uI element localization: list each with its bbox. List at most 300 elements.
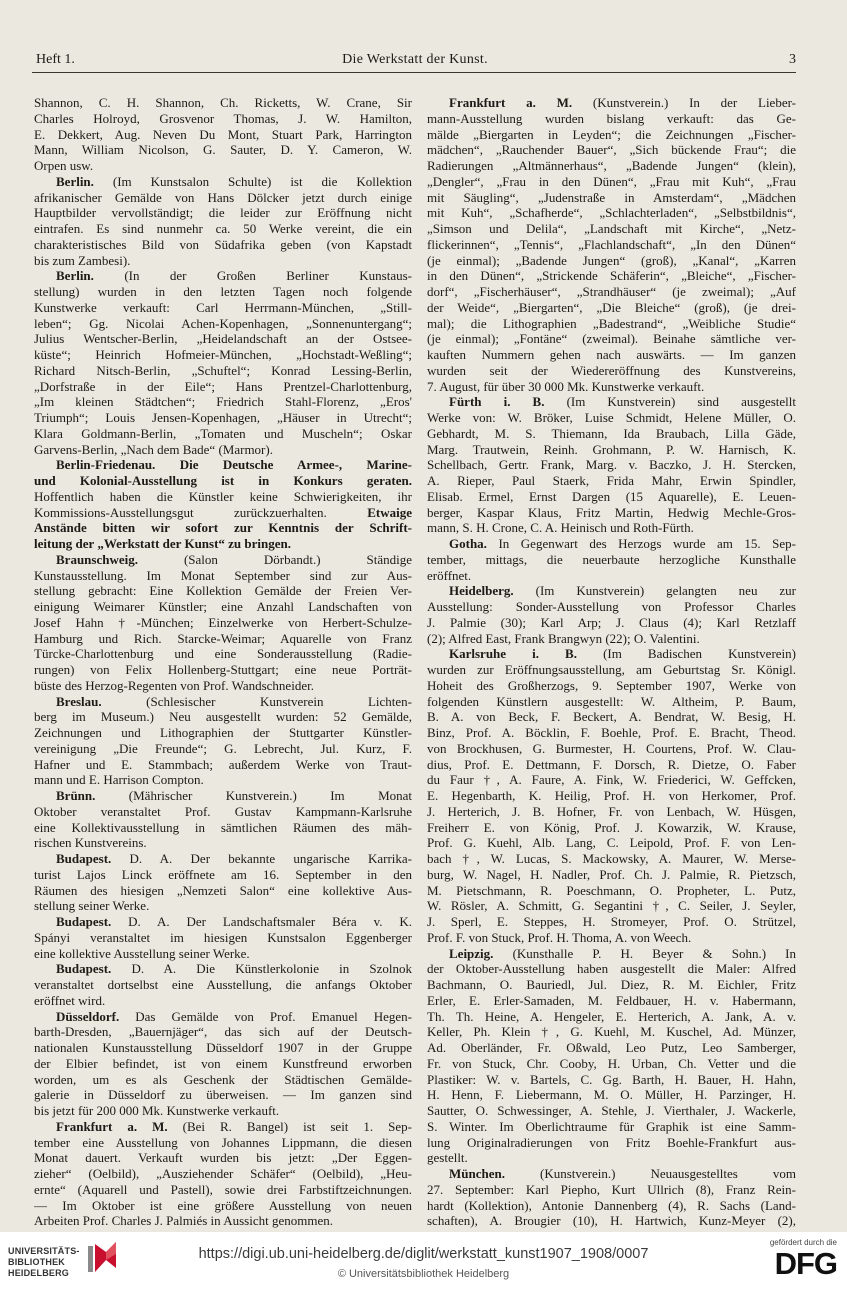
text-run: veranstaltet dortselbst eine Ausstellung, die anfangs Oktober <box>34 977 412 992</box>
text-run: hardt (Kollektion), Antonie Dannenberg (4), R. Sachs (Land- <box>427 1197 796 1213</box>
dfg-wordmark: DFG <box>774 1246 837 1281</box>
text-line <box>34 1024 412 1040</box>
text-line <box>427 694 796 710</box>
text-line <box>427 835 796 851</box>
text-run: Shannon, C. H. Shannon, Ch. Ricketts, W. Crane, Sir <box>34 95 412 110</box>
text-run: mälde „Biergarten in Leyden“; die Zeichnungen „Fischer- <box>427 126 796 142</box>
bold-text-run: Die Deutsche Armee-, Marine- <box>179 457 412 473</box>
permalink-url[interactable]: https://digi.ub.uni-heidelberg.de/diglit/werkstatt_kunst1907_1908/0007 <box>198 1246 649 1262</box>
text-line <box>427 804 796 820</box>
text-run: B. A. von Beck, F. Beckert, A. Bendrat, W. Besig, H. <box>427 709 796 725</box>
text-run: ernte“ (Aquarell und Pastell), sowie drei Farbstiftzeichnungen. <box>34 1181 412 1197</box>
text-line <box>34 284 412 300</box>
text-line <box>427 757 796 773</box>
text-run: (Kunstverein.) In der Lieber- <box>592 95 796 110</box>
text-run: J. Herterich, J. B. Hofner, Fr. von Lenbach, W. Hüsgen, <box>427 803 796 819</box>
text-line <box>34 867 412 883</box>
running-head <box>34 51 796 69</box>
text-run: Th. Th. Heine, A. Hengeler, E. Herterich, A. Jank, A. v. <box>427 1008 796 1024</box>
text-line <box>427 615 796 631</box>
text-run: wurden seit der Wiedereröffnung des Kunstvereins, <box>427 362 796 378</box>
text-run: bis jetzt für 200 000 Mk. Kunstwerke verkauft. <box>34 1103 280 1118</box>
text-line <box>34 820 412 836</box>
text-run: (Mährischer Kunstverein.) Im Monat <box>128 788 412 803</box>
text-run: Erler, E. Erler-Samaden, M. Feldbauer, H. v. Habermann, <box>427 992 796 1008</box>
text-line <box>34 1182 412 1198</box>
text-line <box>427 379 796 395</box>
text-line <box>34 190 412 206</box>
text-run: eröffnet. <box>427 567 472 583</box>
text-line <box>34 127 412 143</box>
text-line <box>34 1103 412 1119</box>
text-run: stellung) wurden in den letzten Tagen noch folgende <box>34 284 412 299</box>
text-run: charakteristisches Bild von Südafrika geben (von Kapstadt <box>34 236 412 252</box>
text-line <box>34 631 412 647</box>
news-item <box>34 457 412 552</box>
text-run: (Bei R. Bangel) ist seit 1. Sep- <box>182 1118 412 1134</box>
text-run: wurden zur Eröffnungsausstellung, am Geburtstag Sr. Königl. <box>427 662 796 677</box>
text-run: Kunstausstellung. Im Monat September sind zur Aus- <box>34 567 412 583</box>
text-line <box>427 1024 796 1040</box>
text-line <box>427 583 796 599</box>
dfg-logo[interactable] <box>747 1238 837 1286</box>
text-line <box>34 379 412 395</box>
text-line <box>427 741 796 757</box>
text-run: Türcke-Charlottenburg und eine Sonderausstellung (Radie- <box>34 646 412 662</box>
text-run: du Faur †, A. Faure, A. Fink, W. Friederici, W. Geffcken, <box>427 772 796 788</box>
text-line <box>427 457 796 473</box>
news-item-place-heading: Heidelberg. <box>449 583 514 599</box>
news-item-place-heading: Breslau. <box>56 693 102 709</box>
right-column <box>427 95 796 1229</box>
text-line <box>34 1040 412 1056</box>
news-item-place-heading: Leipzig. <box>449 945 494 961</box>
text-line <box>34 489 412 505</box>
news-item <box>427 646 796 945</box>
text-line <box>34 158 412 174</box>
text-line <box>427 489 796 505</box>
text-run: Charles Holroyd, Grosvenor Thomas, J. W. Hamilton, <box>34 110 412 126</box>
text-run: Richard Nitsch-Berlin, „Schuftel“; Konrad Lessing-Berlin, <box>34 362 412 378</box>
text-line <box>34 363 412 379</box>
text-line <box>427 158 796 174</box>
news-item-continuation <box>34 95 412 174</box>
text-run: Orpen usw. <box>34 158 94 173</box>
text-run: 27. September: Karl Piepho, Kurt Ullrich (8), Franz Rein- <box>427 1181 796 1197</box>
text-line <box>427 520 796 536</box>
text-line <box>34 457 412 473</box>
news-item <box>34 552 412 694</box>
text-run: vereinigung „Die Freunde“; G. Lebrecht, Jul. Kurz, F. <box>34 740 412 756</box>
text-line <box>34 520 412 536</box>
text-line <box>427 268 796 284</box>
text-line <box>34 993 412 1009</box>
text-run: büste des Herzog-Regenten von Prof. Wandschneider. <box>34 677 314 693</box>
text-run: D. A. Der bekannte ungarische Karrika- <box>129 851 412 866</box>
text-run: lung Originalradierungen von Fritz Boehle-Frankfurt aus- <box>427 1134 796 1150</box>
text-line <box>34 426 412 442</box>
text-line <box>427 788 796 804</box>
text-line <box>34 111 412 127</box>
text-run: mal); die Lithographien „Badestrand“, „Weibliche Studie“ <box>427 315 796 331</box>
text-run: „Im kleinen Städtchen“; Friedrich Stahl-Florenz, „Eros' <box>34 394 412 410</box>
text-run: Das Gemälde von Prof. Emanuel Hegen- <box>135 1008 412 1024</box>
text-line <box>427 95 796 111</box>
text-run: A. Rieper, Paul Staerk, Frida Mahr, Erwin Spindler, <box>427 473 796 488</box>
news-item <box>34 788 412 851</box>
text-run: stellung seiner Werke. <box>34 898 150 914</box>
text-line <box>34 725 412 741</box>
text-line <box>34 253 412 269</box>
text-line <box>427 946 796 962</box>
news-item-place-heading: Gotha. <box>449 536 487 551</box>
text-run: Oktober veranstaltet Prof. Gustav Kampmann-Karlsruhe <box>34 803 412 819</box>
text-line <box>427 914 796 930</box>
text-line <box>34 552 412 568</box>
bold-text-run: Etwaige <box>367 504 412 520</box>
text-line <box>427 709 796 725</box>
text-line <box>427 1135 796 1151</box>
news-item <box>34 851 412 914</box>
news-item <box>427 1166 796 1229</box>
text-line <box>427 473 796 489</box>
text-line <box>34 347 412 363</box>
text-run: afrikanischer Gemälde von Hans Dölcker jetzt durch einige <box>34 189 412 205</box>
news-item <box>34 914 412 961</box>
text-run: Arbeiten Prof. Charles J. Palmiés in Aussicht genommen. <box>34 1213 333 1229</box>
text-line <box>427 363 796 379</box>
text-run: 7. August, für über 30 000 Mk. Kunstwerke verkauft. <box>427 378 705 394</box>
journal-title: Die Werkstatt der Kunst. <box>342 52 488 67</box>
text-line <box>427 394 796 410</box>
text-line <box>34 599 412 615</box>
text-run: dorf“, „Fischerhäuser“, „Strandhäuser“ (je zweimal); „Auf <box>427 284 796 299</box>
text-line <box>34 268 412 284</box>
news-item-place-heading: Frankfurt a. M. <box>56 1118 168 1134</box>
news-item-place-heading: Fürth i. B. <box>449 394 545 410</box>
text-run: Keller, Ph. Klein †, G. Kuehl, M. Kuschel, Ad. Münzer, <box>427 1024 796 1040</box>
text-run: Freiherr E. von König, Prof. J. Kowarzik, W. Krause, <box>427 819 796 835</box>
text-run: Julius Wentscher-Berlin, „Heidelandschaft an der Ostsee- <box>34 331 412 347</box>
text-run: Räumen des hiesigen „Nemzeti Salon“ eine kollektive Aus- <box>34 882 412 898</box>
text-run: Hafner und E. Stammbach; außerdem Werke von Traut- <box>34 756 412 772</box>
text-line <box>427 190 796 206</box>
bold-text-run: Anstände bitten wir sofort zur Kenntnis der Schrift- <box>34 520 412 536</box>
text-run: galerie in Düsseldorf zu überweisen. — Im ganzen sind <box>34 1087 412 1103</box>
text-run: flickerinnen“, „Tennis“, „Flachlandschaft“, „In den Dünen“ <box>427 236 796 252</box>
text-line <box>34 694 412 710</box>
text-run: (2); Alfred East, Frank Brangwyn (22); O. Valentini. <box>427 630 700 646</box>
text-run: E. Dekkert, Aug. Neven Du Mont, Stuart Park, Harrington <box>34 126 412 142</box>
text-line <box>34 1213 412 1229</box>
news-item-place-heading: Berlin-Friedenau. <box>56 457 156 473</box>
text-run: Plastiker: W. v. Bartels, C. Gg. Barth, H. Bauer, H. Hahn, <box>427 1071 796 1087</box>
text-run: S. Winter. Im Oberlichtraume für Graphik ist eine Samm- <box>427 1118 796 1134</box>
text-run: dius, Prof. E. Dettmann, F. Dorsch, R. Dietze, O. Faber <box>427 756 796 772</box>
news-item-place-heading: Budapest. <box>56 914 112 929</box>
text-line <box>34 1166 412 1182</box>
ub-logo-text-line: UNIVERSITÄTS- <box>8 1246 80 1256</box>
text-line <box>427 1213 796 1229</box>
text-run: „Dorfstraße in der Eile“; Hans Prentzel-Charlottenburg, <box>34 378 412 394</box>
text-line <box>34 221 412 237</box>
page-number: 3 <box>789 52 796 67</box>
text-run: nationalen Kunstausstellung Düsseldorf 1907 in der Gruppe <box>34 1040 412 1055</box>
text-line <box>427 331 796 347</box>
text-run: mädchen“, „Rauchender Bauer“, „Sich bückende Frau“; die <box>427 142 796 158</box>
text-line <box>427 174 796 190</box>
text-run: barth-Dresden, „Bauernjäger“, das sich auf der Deutsch- <box>34 1024 412 1040</box>
text-run: Hoheit des Großherzogs, 9. September 1907, Werke von <box>427 677 796 693</box>
text-run: (Kunsthalle P. H. Beyer & Sohn.) In <box>512 945 796 961</box>
text-run: Prof. F. von Stuck, Prof. H. Thoma, A. von Weech. <box>427 929 692 945</box>
text-line <box>427 536 796 552</box>
text-run: W. Rösler, A. Schmitt, G. Segantini †, C. Seiler, J. Seyler, <box>427 898 796 914</box>
text-run: (je einmal); „Fontäne“ (zweimal). Beinahe sämtliche ver- <box>427 331 796 347</box>
text-run: Kommissions-Ausstellungsgut zurückzuerhalten. <box>34 504 368 520</box>
text-line <box>34 536 412 552</box>
text-line <box>34 741 412 757</box>
text-run: mann und E. Harrison Compton. <box>34 772 204 788</box>
viewer-footer <box>0 1232 847 1292</box>
text-line <box>34 205 412 221</box>
text-run: der Oktober-Ausstellung haben ausgestellt die Maler: Alfred <box>427 961 796 977</box>
text-run: Zeichnungen und Lithographien der Stuttgarter Künstler- <box>34 725 412 740</box>
text-line <box>34 442 412 458</box>
text-line <box>427 1103 796 1119</box>
news-item-place-heading: Braunschweig. <box>56 551 138 567</box>
text-run: Josef Hahn †-München; Einzelwerke von Herbert-Schulze- <box>34 614 412 630</box>
ub-logo-text-line: BIBLIOTHEK <box>8 1257 65 1267</box>
text-line <box>427 993 796 1009</box>
text-line <box>34 804 412 820</box>
text-run: eröffnet wird. <box>34 992 106 1008</box>
text-line <box>34 662 412 678</box>
text-run: rungen) von Felix Hollenberg-Stuttgart; eine neue Porträt- <box>34 662 412 677</box>
text-line <box>34 1135 412 1151</box>
news-item <box>34 1009 412 1119</box>
news-item <box>34 1119 412 1229</box>
text-run: bis zum Zambesi). <box>34 252 131 268</box>
text-run: Fr. von Stuck, Chr. Cooby, H. Urban, Ch. Vetter und die <box>427 1055 796 1071</box>
news-item-place-heading: Budapest. <box>56 851 112 866</box>
text-line <box>34 946 412 962</box>
text-line <box>427 1166 796 1182</box>
news-item <box>34 694 412 789</box>
text-line <box>427 552 796 568</box>
text-line <box>427 111 796 127</box>
ub-logo-text-line: HEIDELBERG <box>8 1268 70 1278</box>
text-line <box>427 1119 796 1135</box>
news-item <box>427 95 796 394</box>
text-line <box>34 142 412 158</box>
text-line <box>427 961 796 977</box>
news-item-place-heading: Frankfurt a. M. <box>449 95 573 110</box>
text-run: schaften), A. Brougier (10), H. Hartwich, Kunz-Meyer (2), <box>427 1213 796 1229</box>
text-line <box>427 898 796 914</box>
bold-text-run: und Kolonial-Ausstellung ist in Konkurs geraten. <box>34 473 412 488</box>
text-run: Elisab. Ermel, Ernst Dargen (15 Aquarelle), E. Leuen- <box>427 488 796 504</box>
text-run: M. Pietschmann, R. Poeschmann, O. Propheter, L. Putz, <box>427 882 796 898</box>
text-run: H. Henn, F. Liebermann, M. O. Müller, H. Parzinger, H. <box>427 1087 796 1103</box>
news-item <box>34 174 412 269</box>
news-item <box>427 946 796 1167</box>
text-line <box>427 505 796 521</box>
text-line <box>427 568 796 584</box>
text-run: mit Kuh“, „Schafherde“, „Schlachterladen“, „Selbstbildnis“, <box>427 205 796 221</box>
text-run: turist Lajos Linck eröffnete am 16. September in den <box>34 866 412 882</box>
text-line <box>427 599 796 615</box>
text-line <box>427 1198 796 1214</box>
text-run: (je einmal); „Badende Jungen“ (groß), „Kanal“, „Karren <box>427 252 796 268</box>
text-run: — Im Oktober ist eine größere Ausstellung von neuen <box>34 1197 412 1213</box>
text-line <box>34 331 412 347</box>
issue-label: Heft 1. <box>36 52 75 67</box>
text-run: Garvens-Berlin, „Nach dem Bade“ (Marmor). <box>34 441 273 457</box>
text-run: Mann, William Nicolson, G. Sauter, D. Y. Cameron, W. <box>34 142 412 158</box>
text-line <box>34 709 412 725</box>
text-line <box>427 142 796 158</box>
text-line <box>34 237 412 253</box>
text-run: Gebhardt, M. S. Thiemann, Ida Braubach, Lilla Gäde, <box>427 425 796 441</box>
news-item-place-heading: München. <box>449 1166 505 1181</box>
text-run: stellung gebracht: Eine Kollektion Gemälde der Freien Ver- <box>34 583 412 599</box>
text-run: Ad. Oberländer, Fr. Oßwald, Leo Putz, Leo Samberger, <box>427 1040 796 1055</box>
text-line <box>34 961 412 977</box>
text-line <box>34 757 412 773</box>
text-line <box>34 898 412 914</box>
text-run: (Im Kunstverein) gelangten neu zur <box>535 583 796 599</box>
left-column <box>34 95 412 1229</box>
text-run: Radierungen „Altmännerhaus“, „Badende Jungen“ (klein), <box>427 158 796 173</box>
text-run: der Elbier befindet, ist von einem Kunstfreund erworben <box>34 1055 412 1071</box>
text-run: gestellt. <box>427 1150 468 1166</box>
text-line <box>427 883 796 899</box>
text-line <box>427 300 796 316</box>
text-line <box>427 725 796 741</box>
text-line <box>427 631 796 647</box>
text-run: burg, W. Nagel, H. Nadler, Prof. Ch. J. Palmie, R. Pietzsch, <box>427 866 796 882</box>
text-line <box>427 646 796 662</box>
text-run: „Simson und Delila“, „Landschaft mit Kirche“, „Netz- <box>427 221 796 236</box>
text-line <box>427 237 796 253</box>
text-line <box>427 678 796 694</box>
text-run: Hoffentlich haben die Künstler keine Schwierigkeiten, ihr <box>34 488 412 504</box>
text-line <box>427 930 796 946</box>
text-run: D. A. Der Landschaftsmaler Béra v. K. <box>128 914 412 929</box>
text-line <box>34 410 412 426</box>
text-line <box>427 410 796 426</box>
text-run: Hauptbilder vervollständigt; die leider zur Eröffnung nicht <box>34 205 412 221</box>
text-line <box>427 820 796 836</box>
text-line <box>34 883 412 899</box>
text-run: Schellbach, Gertr. Frank, Marg. v. Baczko, J. H. Stercken, <box>427 457 796 473</box>
text-line <box>34 505 412 521</box>
text-run: (Im Kunstsalon Schulte) ist die Kollektion <box>112 173 412 189</box>
text-run: eine Kollektivausstellung in sämtlichen Räumen des mäh- <box>34 819 412 835</box>
text-line <box>34 977 412 993</box>
text-run: (Kunstverein.) Neuausgestelltes vom <box>540 1166 796 1181</box>
text-line <box>34 1072 412 1088</box>
text-run: leben“; Gg. Nicolai Achen-Kopenhagen, „Sonnenuntergang“; <box>34 315 412 331</box>
text-run: Monat dauert. Verkauft wurden bis jetzt: „Der Eggen- <box>34 1150 412 1166</box>
text-run: tember eine Ausstellung von Johannes Lippmann, die diesen <box>34 1134 412 1150</box>
text-line <box>34 788 412 804</box>
text-run: Sautter, O. Schwessinger, A. Stehle, J. Vierthaler, J. Wackerle, <box>427 1103 796 1118</box>
text-line <box>34 174 412 190</box>
text-line <box>34 615 412 631</box>
text-run: mann-Ausstellung wurden bislang verkauft: das Ge- <box>427 110 796 126</box>
text-run: Ausstellung: Sonder-Ausstellung von Professor Charles <box>427 599 796 614</box>
text-run: in den Dünen“, „Strickende Schäferin“, „Bleiche“, „Fischer- <box>427 268 796 284</box>
text-line <box>34 394 412 410</box>
text-run: Klara Goldmann-Berlin, „Tomaten und Muscheln“; Oskar <box>34 425 412 441</box>
text-run: (Im Kunstverein) sind ausgestellt <box>566 394 796 410</box>
text-line <box>34 300 412 316</box>
text-line <box>34 851 412 867</box>
news-item <box>427 583 796 646</box>
news-item-place-heading: Budapest. <box>56 961 112 977</box>
text-run: Triumph“; Louis Jensen-Kopenhagen, „Häuser in Utrecht“; <box>34 410 412 425</box>
text-run: Marg. Trautwein, Reinh. Grohmann, P. W. Harnisch, K. <box>427 441 796 457</box>
text-run: eintrafen. Es sind nunmehr ca. 50 Werke vereint, die ein <box>34 221 412 236</box>
text-line <box>34 835 412 851</box>
text-run: Bachmann, O. Bauriedl, Jul. Diez, R. M. Eichler, Fritz <box>427 977 796 992</box>
text-run: berg im Museum.) Neu ausgestellt wurden: 52 Gemälde, <box>34 709 412 725</box>
text-line <box>34 1198 412 1214</box>
text-run: Werke von: W. Bröker, Luise Schmidt, Helene Müller, O. <box>427 410 796 425</box>
text-run: rischen Kunstvereins. <box>34 835 147 851</box>
text-line <box>34 568 412 584</box>
copyright-notice: © Universitätsbibliothek Heidelberg <box>337 1268 510 1280</box>
text-run: Prof. G. Kuehl, Alb. Lang, C. Leipold, Prof. F. von Len- <box>427 835 796 851</box>
text-line <box>34 316 412 332</box>
text-line <box>427 1087 796 1103</box>
text-run: Kunstwerke verkauft: Carl Herrmann-München, „Still- <box>34 299 412 315</box>
text-line <box>427 662 796 678</box>
text-run: folgenden Künstlern ausgestellt: W. Altheim, P. Baum, <box>427 693 796 709</box>
text-run: einigung Weimarer Künstler; eine Anzahl Landschaften von <box>34 599 412 614</box>
text-line <box>34 678 412 694</box>
header-rule <box>32 72 796 73</box>
text-line <box>34 914 412 930</box>
text-line <box>427 127 796 143</box>
text-run: Hamburg und Rich. Starcke-Weimar; Aquarelle von Franz <box>34 630 412 646</box>
text-run: J. Palmie (30); Karl Arp; J. Claus (4); Karl Retzlaff <box>427 614 796 630</box>
text-run: der Weide“, „Biergarten“, „Die Bleiche“ (groß), (je drei- <box>427 299 796 315</box>
text-line <box>34 1119 412 1135</box>
dfg-funding-label: gefördert durch die <box>769 1238 837 1247</box>
text-line <box>427 1150 796 1166</box>
text-line <box>427 253 796 269</box>
text-run: küste“; Heinrich Hofmeier-München, „Hochstadt-Weßling“; <box>34 347 412 362</box>
news-item <box>34 961 412 1008</box>
text-line <box>34 95 412 111</box>
text-line <box>427 221 796 237</box>
text-run: D. A. Die Künstlerkolonie in Szolnok <box>131 961 412 977</box>
text-run: In Gegenwart des Herzogs wurde am 15. Sep- <box>498 536 796 551</box>
news-item-place-heading: Brünn. <box>56 788 96 803</box>
text-line <box>427 205 796 221</box>
text-run: zieher“ (Oelbild), „Ausziehender Schäfer“ (Oelbild), „Heu- <box>34 1166 412 1181</box>
news-item-place-heading: Karlsruhe i. B. <box>449 646 577 662</box>
text-run: tember, mittags, die neuerbaute herzogliche Kunsthalle <box>427 551 796 567</box>
text-line <box>34 1009 412 1025</box>
text-line <box>427 772 796 788</box>
text-run: „Dengler“, „Frau in den Dünen“, „Frau mit Kuh“, „Frau <box>427 173 796 189</box>
text-run: worden, um es als Geschenk der Städtischen Gemälde- <box>34 1071 412 1087</box>
news-item <box>427 394 796 536</box>
